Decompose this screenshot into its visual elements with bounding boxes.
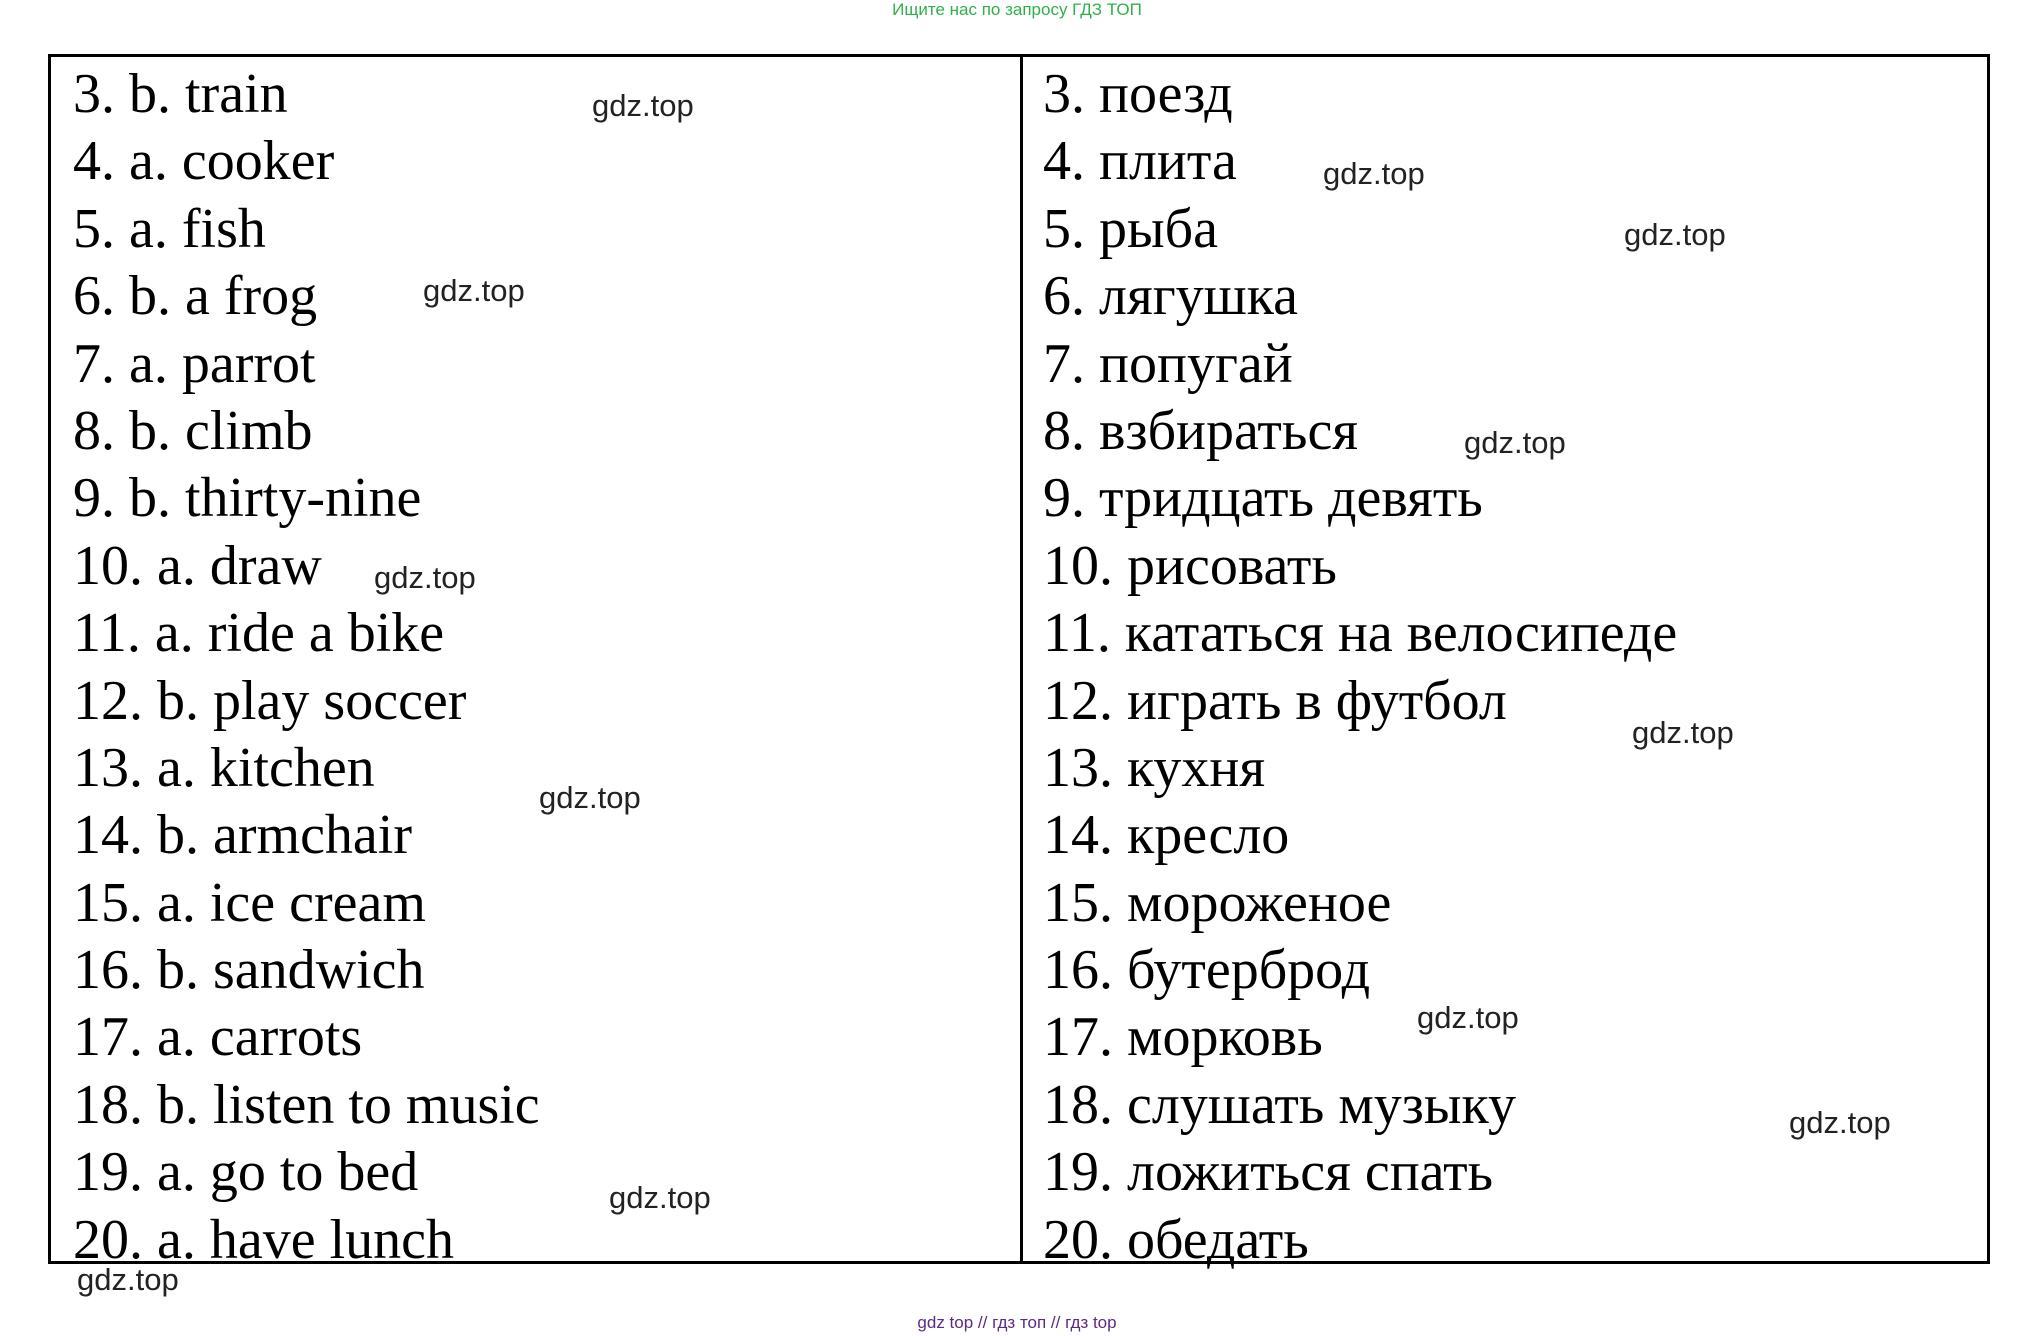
russian-answers-column bbox=[1043, 61, 1677, 1274]
watermark: gdz.top bbox=[374, 560, 476, 595]
search-note: Ищите нас по запросу ГДЗ ТОП bbox=[892, 0, 1142, 19]
russian-answer: 3. поезд bbox=[1043, 63, 1233, 125]
watermark: gdz.top bbox=[592, 88, 694, 123]
watermark: gdz.top bbox=[1323, 156, 1425, 191]
russian-answer: 10. рисовать bbox=[1043, 534, 1337, 597]
watermark: gdz.top bbox=[1464, 425, 1566, 460]
russian-answer: 18. слушать музыку bbox=[1043, 1073, 1516, 1136]
russian-answer: 17. морковь bbox=[1043, 1006, 1323, 1069]
russian-answer: 5. рыба bbox=[1043, 197, 1218, 260]
russian-answer: 6. лягушка bbox=[1043, 265, 1299, 328]
english-answer: 13. a. kitchen bbox=[73, 736, 375, 799]
english-answer: 14. b. armchair bbox=[73, 804, 412, 867]
russian-answer: 14. кресло bbox=[1043, 804, 1290, 867]
watermark: gdz.top bbox=[1632, 715, 1734, 750]
watermark: gdz.top bbox=[77, 1262, 179, 1297]
watermark: gdz.top bbox=[423, 273, 525, 308]
russian-answer: 20. обедать bbox=[1043, 1208, 1309, 1271]
russian-answer: 19. ложиться спать bbox=[1043, 1141, 1494, 1204]
russian-answer: 13. кухня bbox=[1043, 736, 1266, 799]
english-answer: 9. b. thirty-nine bbox=[73, 467, 422, 530]
watermark: gdz.top bbox=[609, 1180, 711, 1215]
english-answer: 19. a. go to bed bbox=[73, 1141, 419, 1204]
watermark: gdz.top bbox=[539, 780, 641, 815]
column-divider bbox=[1020, 57, 1023, 1261]
english-answer: 8. b. climb bbox=[73, 399, 313, 462]
russian-answer: 8. взбираться bbox=[1043, 399, 1359, 462]
english-answer: 4. a. cooker bbox=[73, 130, 335, 193]
english-answer: 20. a. have lunch bbox=[73, 1208, 454, 1271]
watermark: gdz.top bbox=[1624, 217, 1726, 252]
english-answers-column bbox=[73, 61, 540, 1274]
english-answer: 12. b. play soccer bbox=[73, 669, 467, 732]
english-answer: 3. b. train bbox=[73, 63, 288, 125]
english-answer: 5. a. fish bbox=[73, 197, 266, 260]
russian-answer: 15. мороженое bbox=[1043, 871, 1392, 934]
watermark: gdz.top bbox=[1417, 1000, 1519, 1035]
english-answer: 18. b. listen to music bbox=[73, 1073, 540, 1136]
watermark: gdz.top bbox=[1789, 1105, 1891, 1140]
english-answer: 16. b. sandwich bbox=[73, 939, 425, 1002]
english-answer: 17. a. carrots bbox=[73, 1006, 363, 1069]
russian-answer: 12. играть в футбол bbox=[1043, 669, 1507, 732]
russian-answer: 7. попугай bbox=[1043, 332, 1293, 395]
english-answer: 6. b. a frog bbox=[73, 265, 318, 328]
russian-answer: 16. бутерброд bbox=[1043, 939, 1371, 1002]
english-answer: 15. a. ice cream bbox=[73, 871, 426, 934]
russian-answer: 9. тридцать девять bbox=[1043, 467, 1483, 530]
english-answer: 10. a. draw bbox=[73, 534, 322, 597]
english-answer: 11. a. ride a bike bbox=[73, 602, 445, 665]
english-answer: 7. a. parrot bbox=[73, 332, 316, 395]
footer-text: gdz top // гдз топ // гдз top bbox=[917, 1313, 1117, 1332]
russian-answer: 11. кататься на велосипеде bbox=[1043, 602, 1678, 665]
russian-answer: 4. плита bbox=[1043, 130, 1237, 193]
